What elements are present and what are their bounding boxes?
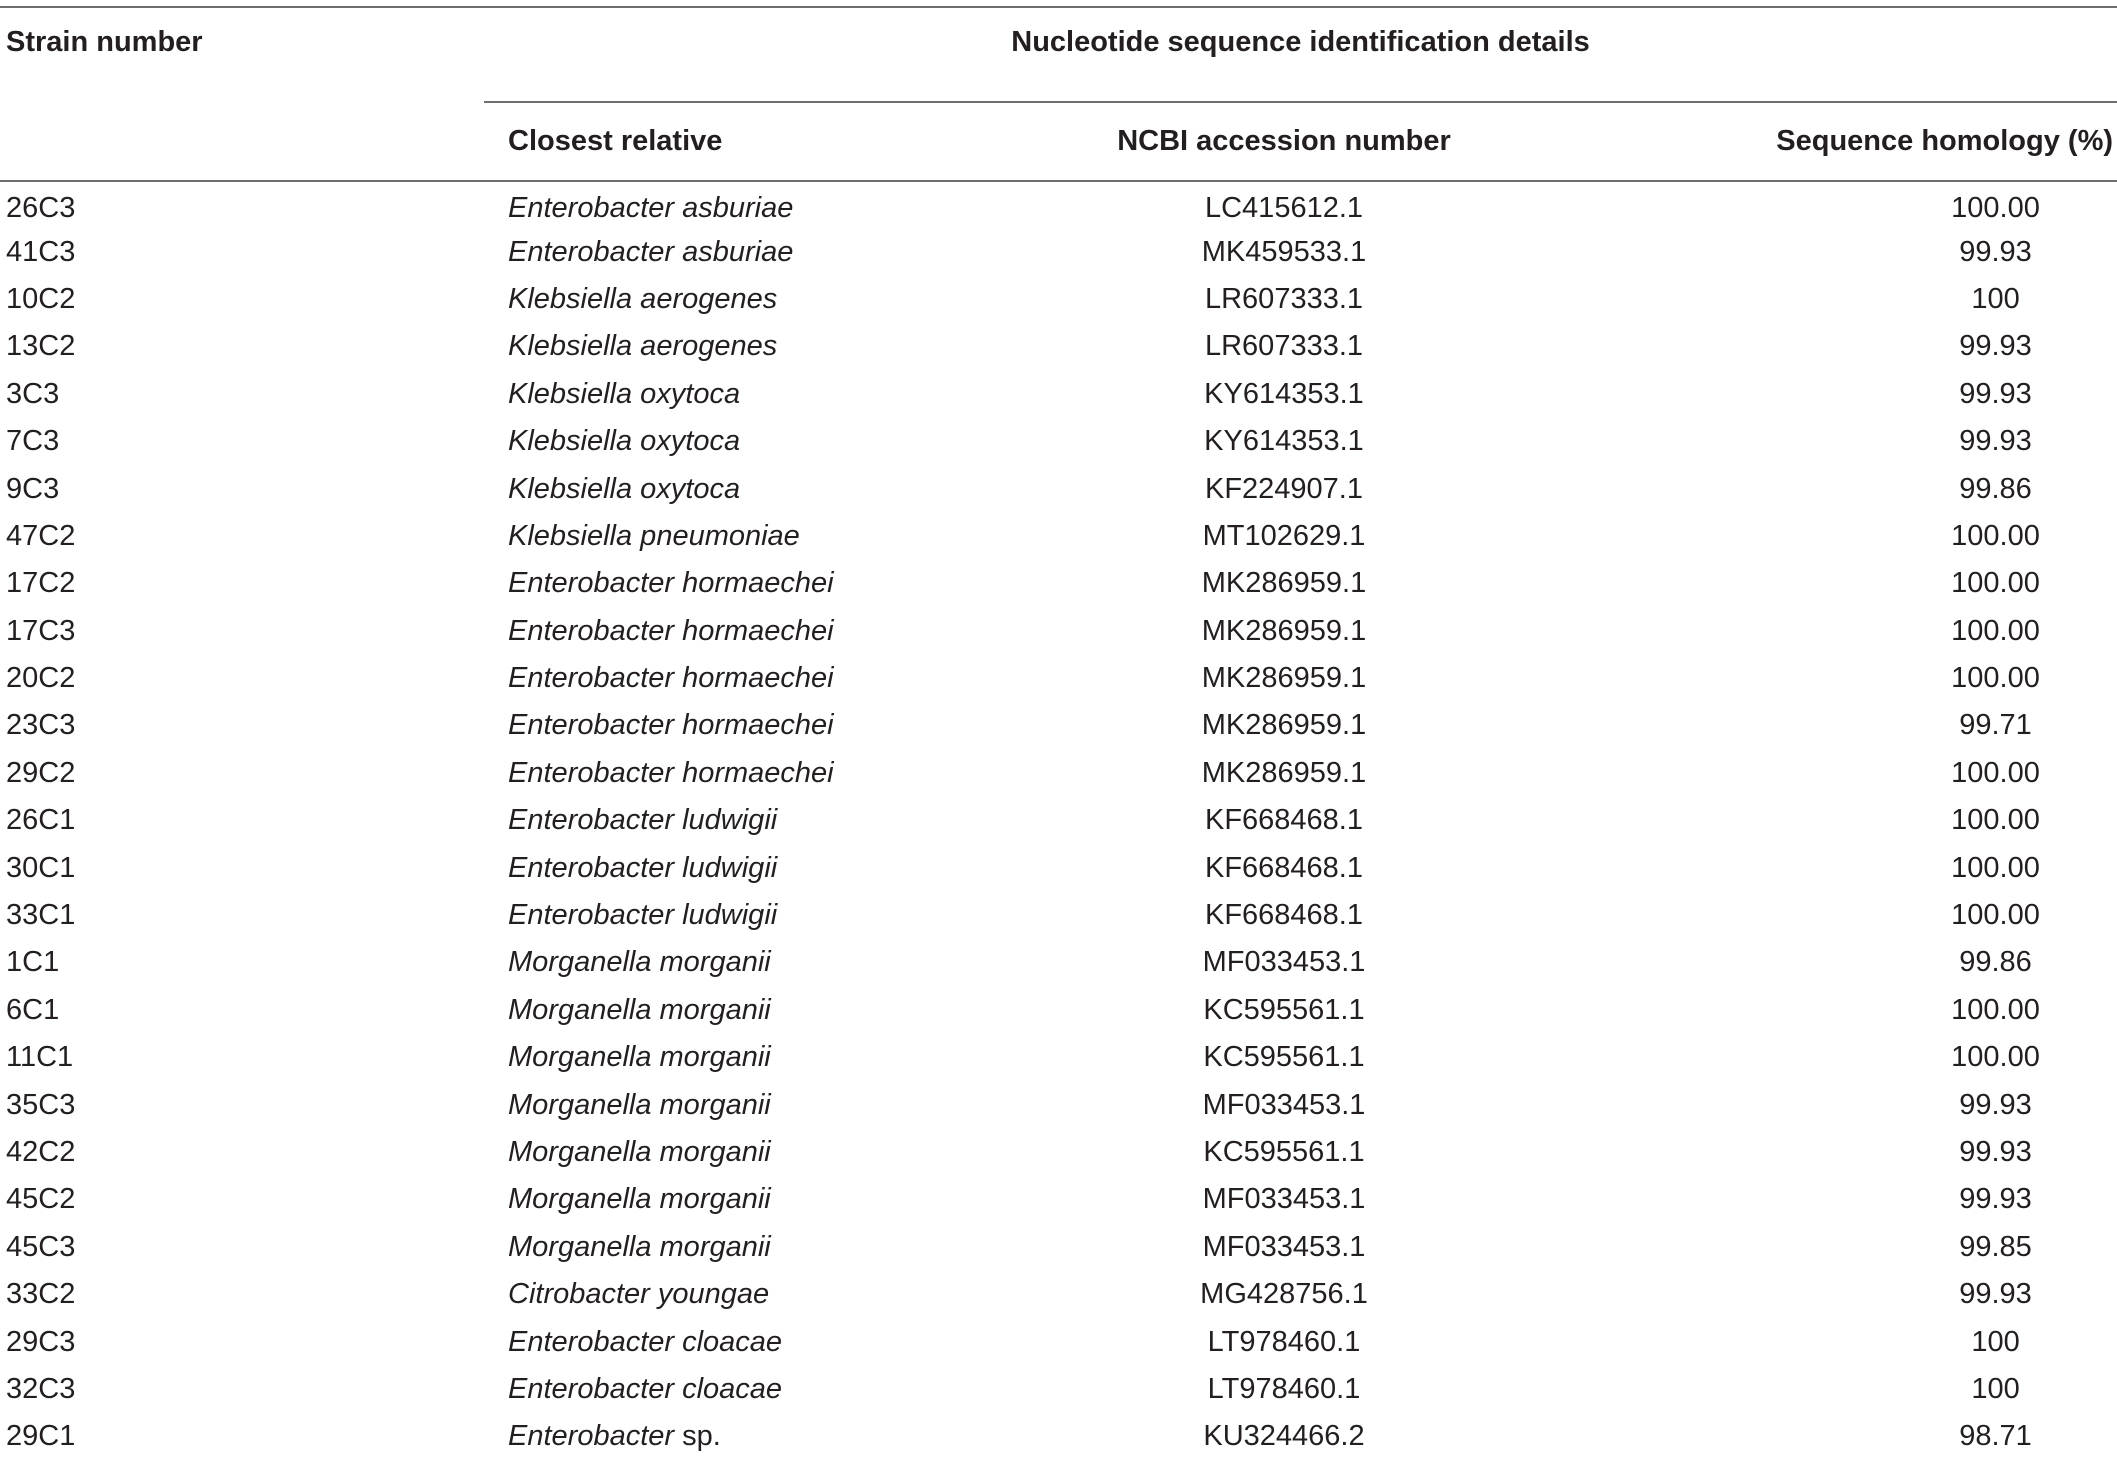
accession-number-cell: LT978460.1 (1207, 1325, 1361, 1358)
table-row (0, 560, 2117, 607)
strain-number-cell: 29C1 (6, 1420, 76, 1453)
table-row (0, 1413, 2117, 1460)
closest-relative-cell (484, 1318, 1004, 1365)
accession-number-cell: MF033453.1 (1202, 1088, 1366, 1121)
strain-number-cell: 47C2 (6, 519, 76, 552)
strain-number-cell: 13C2 (6, 330, 76, 363)
organism-name: Enterobacter cloacae (508, 1325, 783, 1358)
table-row (0, 655, 2117, 702)
strain-number-cell: 26C3 (6, 191, 76, 224)
accession-number-cell: KF668468.1 (1204, 804, 1363, 837)
accession-number-cell: LR607333.1 (1204, 330, 1364, 363)
closest-relative-cell (484, 276, 1004, 323)
closest-relative-cell (484, 228, 1004, 275)
accession-number-cell: LT978460.1 (1207, 1372, 1361, 1405)
sequence-homology-cell: 99.71 (1959, 709, 2032, 742)
strain-number-header: Strain number (0, 7, 484, 181)
accession-number-cell: KF224907.1 (1204, 472, 1363, 505)
organism-name: Enterobacter cloacae (508, 1372, 783, 1405)
organism-name: Citrobacter youngae (508, 1278, 770, 1311)
organism-name: Enterobacter ludwigii (508, 804, 778, 837)
organism-name: Enterobacter hormaechei (508, 709, 834, 742)
organism-name: Klebsiella aerogenes (508, 282, 778, 315)
sequence-homology-cell: 100.00 (1951, 662, 2040, 695)
table-row (0, 892, 2117, 939)
sequence-homology-cell: 100.00 (1951, 614, 2040, 647)
strain-number-cell: 29C2 (6, 756, 76, 789)
accession-number-cell: KC595561.1 (1203, 1136, 1365, 1168)
organism-name: Morganella morganii (508, 1183, 771, 1216)
organism-name: Enterobacter hormaechei (508, 567, 834, 600)
sequence-homology-cell: 100.00 (1951, 804, 2040, 837)
sequence-homology-cell: 100 (1971, 282, 2020, 315)
closest-relative-cell (484, 1271, 1004, 1318)
closest-relative-cell (484, 418, 1004, 465)
organism-name: Enterobacter asburiae (508, 235, 794, 268)
strain-number-cell: 10C2 (6, 282, 76, 315)
sequence-homology-cell: 100.00 (1951, 756, 2040, 789)
organism-name: Morganella morganii (508, 946, 771, 979)
sequence-homology-cell: 99.86 (1959, 946, 2032, 979)
table-row (0, 750, 2117, 797)
header-row-group (0, 7, 2117, 102)
sequence-homology-cell: 100.00 (1951, 519, 2040, 552)
strain-number-cell: 9C3 (6, 472, 60, 505)
accession-number-cell: MK286959.1 (1201, 662, 1367, 695)
strain-number-cell: 11C1 (6, 1041, 74, 1074)
closest-relative-cell (484, 181, 1004, 228)
closest-relative-cell (484, 797, 1004, 844)
table-row (0, 1318, 2117, 1365)
closest-relative-cell (484, 892, 1004, 939)
strain-number-cell: 30C1 (6, 851, 76, 884)
table-body (0, 181, 2117, 1461)
table-row (0, 797, 2117, 844)
organism-name: Enterobacter ludwigii (508, 851, 778, 884)
closest-relative-cell (484, 1034, 1004, 1081)
organism-name: Enterobacter hormaechei (508, 756, 834, 789)
table-row (0, 939, 2117, 986)
accession-number-cell: MT102629.1 (1202, 519, 1366, 552)
organism-name: Enterobacter (508, 1420, 675, 1453)
accession-number-cell: MK286959.1 (1201, 756, 1367, 789)
organism-suffix: sp. (674, 1420, 721, 1453)
accession-number-cell: LR607333.1 (1204, 282, 1364, 315)
closest-relative-cell (484, 844, 1004, 891)
closest-relative-cell (484, 1413, 1004, 1460)
organism-name: Klebsiella pneumoniae (508, 519, 800, 552)
organism-name: Enterobacter hormaechei (508, 662, 834, 695)
organism-name: Morganella morganii (508, 993, 771, 1026)
table-row (0, 1081, 2117, 1128)
strain-number-cell: 41C3 (6, 235, 76, 268)
closest-relative-cell (484, 323, 1004, 370)
strain-number-cell: 6C1 (6, 993, 60, 1026)
organism-name: Enterobacter asburiae (508, 191, 794, 224)
table-row (0, 513, 2117, 560)
closest-relative-cell (484, 371, 1004, 418)
organism-name: Morganella morganii (508, 1230, 771, 1263)
strain-number-cell: 7C3 (6, 425, 60, 458)
strain-number-cell: 32C3 (6, 1372, 76, 1405)
table-row (0, 1034, 2117, 1081)
closest-relative-cell (484, 1081, 1004, 1128)
table-row (0, 1366, 2117, 1413)
strain-number-cell: 45C2 (6, 1183, 76, 1216)
sequence-homology-cell: 99.93 (1959, 1183, 2032, 1216)
table-row (0, 1129, 2117, 1176)
nucleotide-details-header (484, 7, 2117, 102)
accession-number-cell: MF033453.1 (1202, 946, 1366, 979)
organism-name: Enterobacter ludwigii (508, 899, 778, 932)
closest-relative-cell (484, 1129, 1004, 1176)
organism-name: Enterobacter hormaechei (508, 614, 834, 647)
closest-relative-cell (484, 1176, 1004, 1223)
closest-relative-cell (484, 702, 1004, 749)
nucleotide-details-label: Nucleotide sequence identification details (1011, 26, 1590, 58)
closest-relative-cell (484, 560, 1004, 607)
table-row (0, 418, 2117, 465)
closest-relative-cell (484, 987, 1004, 1034)
sequence-homology-cell: 100 (1971, 1372, 2020, 1405)
table-row (0, 987, 2117, 1034)
accession-number-cell: KU324466.2 (1203, 1420, 1365, 1453)
strain-number-cell: 26C1 (6, 804, 76, 837)
sequence-homology-cell: 99.86 (1959, 472, 2032, 505)
sequence-homology-cell: 100.00 (1951, 567, 2040, 600)
strain-number-cell: 42C2 (6, 1136, 76, 1168)
accession-number-cell: KC595561.1 (1203, 1041, 1365, 1074)
sequence-homology-cell: 99.93 (1959, 377, 2032, 410)
accession-number-cell: KY614353.1 (1204, 377, 1364, 410)
strain-number-cell: 17C3 (6, 614, 76, 647)
sequence-homology-cell: 99.93 (1959, 1278, 2032, 1311)
sequence-homology-cell: 100.00 (1951, 1041, 2040, 1074)
table-row (0, 371, 2117, 418)
organism-name: Klebsiella aerogenes (508, 330, 778, 363)
sequence-homology-cell: 100.00 (1951, 993, 2040, 1026)
accession-number-cell: MF033453.1 (1202, 1230, 1366, 1263)
accession-number-cell: MK459533.1 (1201, 235, 1367, 268)
accession-number-cell: KC595561.1 (1203, 993, 1365, 1026)
accession-number-cell: MK286959.1 (1201, 709, 1367, 742)
organism-name: Klebsiella oxytoca (508, 425, 741, 458)
table-row (0, 1176, 2117, 1223)
accession-number-cell: MG428756.1 (1200, 1278, 1368, 1311)
sequence-homology-cell: 100.00 (1951, 191, 2040, 224)
closest-relative-cell (484, 1224, 1004, 1271)
accession-number-cell: LC415612.1 (1204, 191, 1364, 224)
accession-number-cell: MK286959.1 (1201, 567, 1367, 600)
table-row (0, 323, 2117, 370)
sequence-homology-cell: 100.00 (1951, 899, 2040, 932)
strain-number-cell: 1C1 (6, 946, 60, 979)
strain-number-cell: 20C2 (6, 662, 76, 695)
table-row (0, 228, 2117, 275)
sequence-homology-cell: 98.71 (1959, 1420, 2032, 1453)
sequence-homology-cell: 99.85 (1959, 1230, 2032, 1263)
sequence-homology-cell: 100 (1971, 1325, 2020, 1358)
strain-number-cell: 33C1 (6, 899, 76, 932)
closest-relative-cell (484, 655, 1004, 702)
strain-number-cell: 33C2 (6, 1278, 76, 1311)
organism-name: Morganella morganii (508, 1136, 771, 1168)
accession-number-cell: KF668468.1 (1204, 899, 1363, 932)
strain-number-cell: 45C3 (6, 1230, 76, 1263)
accession-number-cell: MK286959.1 (1201, 614, 1367, 647)
table-row (0, 844, 2117, 891)
closest-relative-cell (484, 939, 1004, 986)
organism-name: Morganella morganii (508, 1088, 771, 1121)
table-row (0, 465, 2117, 512)
sequence-homology-cell: 100.00 (1951, 851, 2040, 884)
closest-relative-cell (484, 750, 1004, 797)
table-row (0, 608, 2117, 655)
strain-number-cell: 35C3 (6, 1088, 76, 1121)
sequence-homology-cell: 99.93 (1959, 1136, 2032, 1168)
organism-name: Morganella morganii (508, 1041, 771, 1074)
strain-identification-table (0, 6, 2117, 1461)
strain-number-cell: 29C3 (6, 1325, 76, 1358)
closest-relative-cell (484, 465, 1004, 512)
strain-number-cell: 3C3 (6, 377, 60, 410)
group-header-rule (484, 101, 2117, 103)
accession-number-cell: KY614353.1 (1204, 425, 1364, 458)
sequence-homology-header: Sequence homology (%) (1564, 102, 2117, 181)
accession-number-cell: KF668468.1 (1204, 851, 1363, 884)
accession-number-cell: MF033453.1 (1202, 1183, 1366, 1216)
sequence-homology-cell: 99.93 (1959, 330, 2032, 363)
closest-relative-cell (484, 513, 1004, 560)
strain-number-cell: 23C3 (6, 709, 76, 742)
sequence-homology-cell: 99.93 (1959, 1088, 2032, 1121)
organism-name: Klebsiella oxytoca (508, 377, 741, 410)
table-row (0, 702, 2117, 749)
table-row (0, 1271, 2117, 1318)
table-row (0, 276, 2117, 323)
closest-relative-cell (484, 608, 1004, 655)
table-row (0, 181, 2117, 228)
ncbi-accession-header: NCBI accession number (1004, 102, 1564, 181)
sequence-homology-cell: 99.93 (1959, 235, 2032, 268)
sequence-homology-cell: 99.93 (1959, 425, 2032, 458)
closest-relative-cell (484, 1366, 1004, 1413)
table-row (0, 1224, 2117, 1271)
strain-number-cell: 17C2 (6, 567, 76, 600)
organism-name: Klebsiella oxytoca (508, 472, 741, 505)
closest-relative-header: Closest relative (484, 102, 1004, 181)
